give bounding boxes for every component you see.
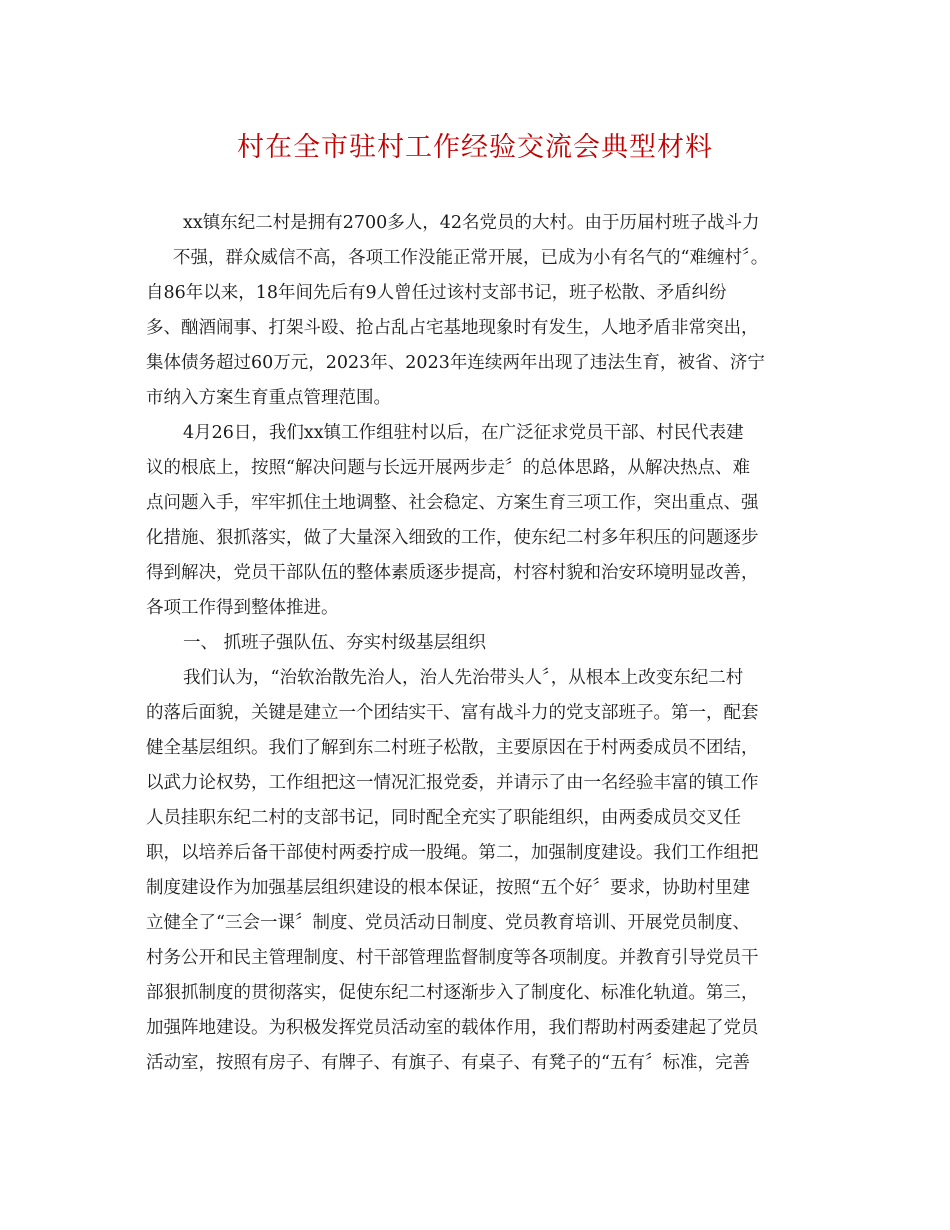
paragraph-line: 人员挂职东纪二村的支部书记，同时配全充实了职能组织，由两委成员交叉任 — [146, 808, 741, 828]
paragraph-line: 以武力论权势，工作组把这一情况汇报党委，并请示了由一名经验丰富的镇工作 — [146, 773, 759, 793]
paragraph-line: 自86年以来，18年间先后有9人曾任过该村支部书记，班子松散、矛盾纠纷 — [146, 283, 727, 303]
paragraph-line: 健全基层组织。我们了解到东二村班子松散，主要原因在于村两委成员不团结， — [146, 738, 759, 758]
paragraph-line: 议的根底上，按照“解决问题与长远开展两步走〞的总体思路，从解决热点、难 — [146, 458, 750, 478]
paragraph-line: 村务公开和民主管理制度、村干部管理监督制度等各项制度。并教育引导党员干 — [146, 948, 759, 968]
paragraph-line: 得到解决，党员干部队伍的整体素质逐步提高，村容村貌和治安环境明显改善， — [146, 563, 759, 583]
paragraph-line: 点问题入手，牢牢抓住土地调整、社会稳定、方案生育三项工作，突出重点、强 — [146, 493, 759, 513]
paragraph-line: 4月26日，我们xx镇工作组驻村以后，在广泛征求党员干部、村民代表建 — [183, 423, 744, 443]
paragraph-line: 多、酗酒闹事、打架斗殴、抢占乱占宅基地现象时有发生，人地矛盾非常突出， — [146, 318, 759, 338]
document-title: 村在全市驻村工作经验交流会典型材料 — [237, 132, 713, 163]
paragraph-line: 部狠抓制度的贯彻落实，促使东纪二村逐渐步入了制度化、标准化轨道。第三， — [146, 983, 759, 1003]
paragraph-line: 集体债务超过60万元，2023年、2023年连续两年出现了违法生育，被省、济宁 — [146, 353, 765, 373]
paragraph-line: 的落后面貌，关键是建立一个团结实干、富有战斗力的党支部班子。第一，配套 — [146, 703, 759, 723]
paragraph-line: 活动室，按照有房子、有牌子、有旗子、有桌子、有凳子的“五有〞标准，完善 — [146, 1053, 750, 1073]
document-body — [146, 206, 813, 1081]
paragraph-line: 市纳入方案生育重点管理范围。 — [146, 388, 391, 408]
paragraph-line: 职，以培养后备干部使村两委拧成一股绳。第二，加强制度建设。我们工作组把 — [146, 843, 759, 863]
paragraph-line: 化措施、狠抓落实，做了大量深入细致的工作，使东纪二村多年积压的问题逐步 — [146, 528, 759, 548]
paragraph-line: 立健全了“三会一课〞制度、党员活动日制度、党员教育培训、开展党员制度、 — [146, 913, 750, 933]
paragraph-line: 制度建设作为加强基层组织建设的根本保证，按照“五个好〞要求，协助村里建 — [146, 878, 750, 898]
paragraph-line: xx镇东纪二村是拥有2700多人，42名党员的大村。由于历届村班子战斗力 — [183, 213, 760, 233]
paragraph-line: 我们认为，“治软治散先治人，治人先治带头人〞，从根本上改变东纪二村 — [183, 668, 744, 688]
paragraph-line: 各项工作得到整体推进。 — [146, 598, 339, 618]
paragraph-line: 不强，群众威信不高，各项工作没能正常开展，已成为小有名气的“难缠村〞。 — [173, 248, 769, 268]
paragraph-line: 加强阵地建设。为积极发挥党员活动室的载体作用，我们帮助村两委建起了党员 — [146, 1018, 759, 1038]
section-heading: 一、 抓班子强队伍、夯实村级基层组织 — [183, 633, 487, 653]
